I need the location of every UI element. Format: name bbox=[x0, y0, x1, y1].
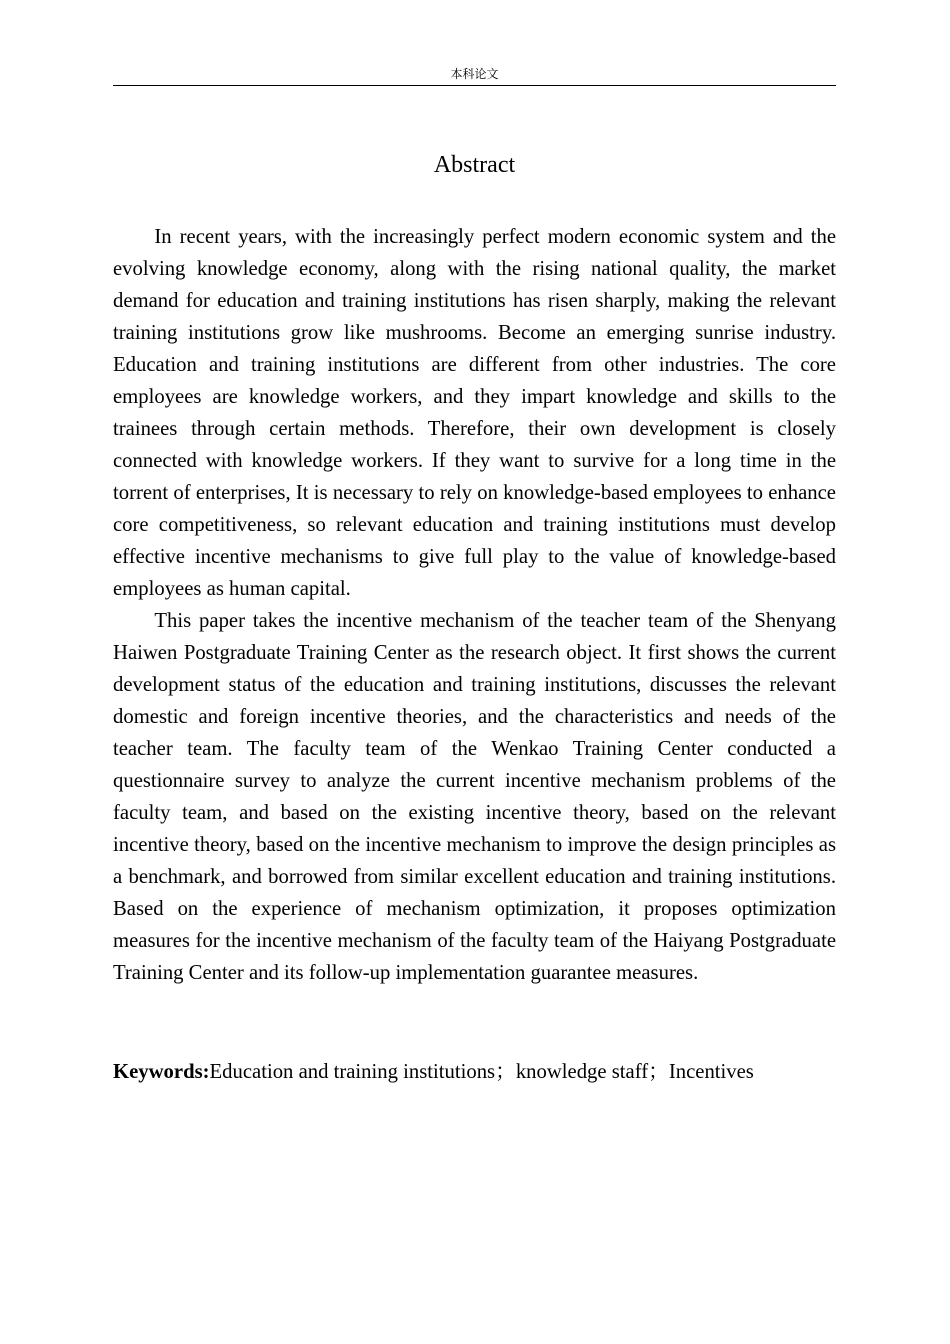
abstract-paragraph-1: In recent years, with the increasingly perfect modern economic system and the evolving knowledge economy, along with the rising national quality, the market demand for education and training institutions has risen sharply, making the relevant training institutions grow like mushrooms. Become an emerging sunrise industry. Education and training institutions are different from other industries. The core employees are knowledge workers, and they impart knowledge and skills to the trainees through certain methods. Therefore, their own development is closely connected with knowledge workers. If they want to survive for a long time in the torrent of enterprises, It is necessary to rely on knowledge-based employees to enhance core competitiveness, so relevant education and training institutions must develop effective incentive mechanisms to give full play to the value of knowledge-based employees as human capital. bbox=[113, 226, 836, 600]
header-rule bbox=[113, 85, 836, 86]
abstract-body bbox=[113, 221, 836, 989]
keyword-separator: ； bbox=[648, 1061, 669, 1083]
keyword-item: knowledge staff bbox=[515, 1061, 649, 1083]
abstract-paragraph-2: This paper takes the incentive mechanism of the teacher team of the Shenyang Haiwen Postgraduate Training Center as the research object. It first shows the current development status of the education and training institutions, discusses the relevant domestic and foreign incentive theories, and the characteristics and needs of the teacher team. The faculty team of the Wenkao Training Center conducted a questionnaire survey to analyze the current incentive mechanism problems of the faculty team, and based on the existing incentive theory, based on the relevant incentive theory, based on the incentive mechanism to improve the design principles as a benchmark, and borrowed from similar excellent education and training institutions. Based on the experience of mechanism optimization, it proposes optimization measures for the incentive mechanism of the faculty team of the Haiyang Postgraduate Training Center and its follow-up implementation guarantee measures. bbox=[113, 610, 836, 984]
abstract-title: Abstract bbox=[433, 152, 516, 178]
keyword-item: Education and training institutions bbox=[209, 1061, 496, 1083]
keyword-item: Incentives bbox=[668, 1061, 754, 1083]
running-header: 本科论文 bbox=[450, 67, 499, 81]
keywords-line bbox=[113, 1056, 836, 1088]
keywords-label: Keywords: bbox=[113, 1061, 210, 1083]
keyword-separator: ； bbox=[495, 1061, 516, 1083]
